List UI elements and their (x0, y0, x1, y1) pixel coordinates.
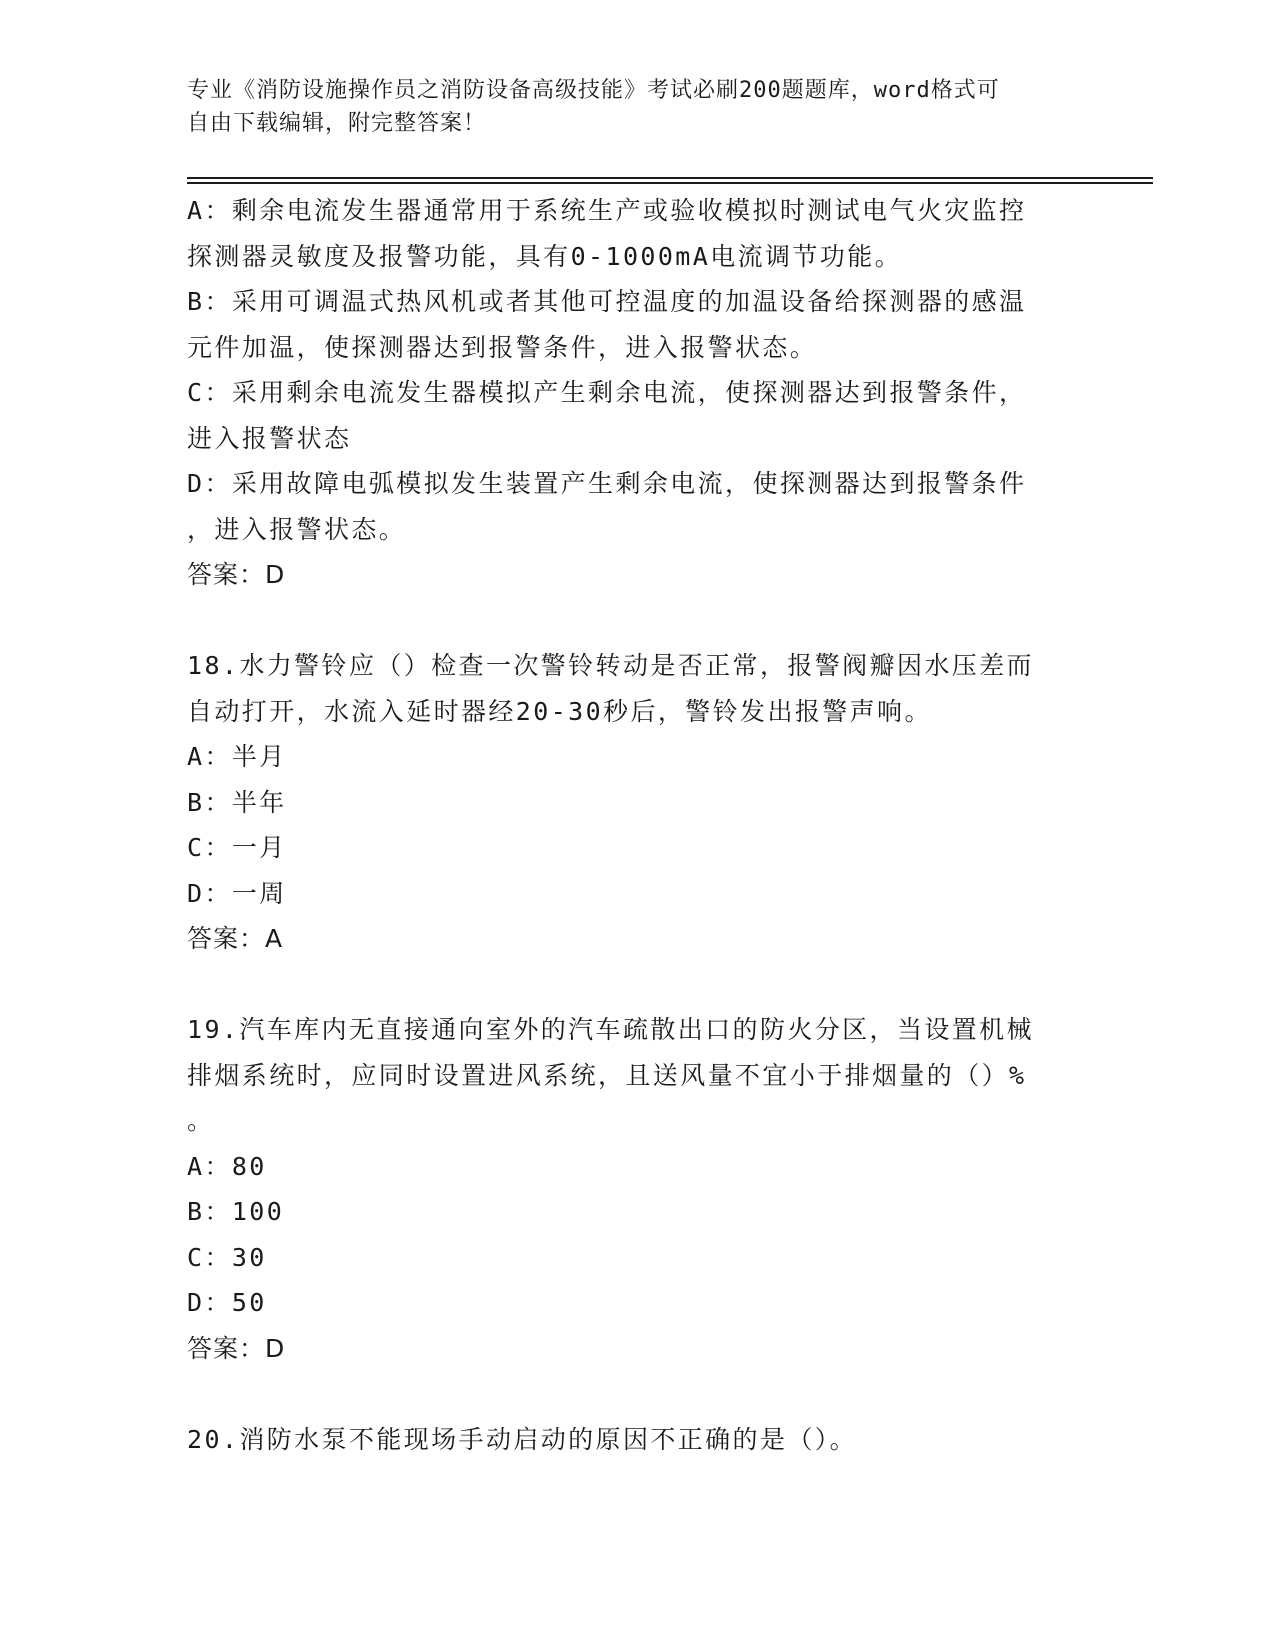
q19-option-d: D：50 (187, 1288, 267, 1317)
q19-stem-line-1: 19.汽车库内无直接通向室外的汽车疏散出口的防火分区，当设置机械 (187, 1015, 1034, 1044)
question-19 (187, 1007, 1077, 1371)
header-divider-bottom (187, 182, 1153, 184)
q19-stem-line-3: 。 (187, 1106, 215, 1135)
q18-option-b: B：半年 (187, 787, 287, 817)
question-17 (187, 188, 1077, 598)
q17-option-c-line-2: 进入报警状态 (187, 423, 352, 453)
document-header (187, 74, 1067, 140)
q18-stem-line-2: 自动打开，水流入延时器经20-30秒后，警铃发出报警声响。 (187, 696, 932, 726)
q17-option-d-line-1: D：采用故障电弧模拟发生装置产生剩余电流，使探测器达到报警条件 (187, 469, 1027, 498)
spacer (187, 598, 1077, 644)
question-20 (187, 1417, 1077, 1463)
q17-option-c-line-1: C：采用剩余电流发生器模拟产生剩余电流，使探测器达到报警条件， (187, 378, 1027, 407)
q17-option-b-line-2: 元件加温，使探测器达到报警条件，进入报警状态。 (187, 332, 818, 362)
q17-option-a-line-1: A：剩余电流发生器通常用于系统生产或验收模拟时测试电气火灾监控 (187, 196, 1027, 225)
q18-option-c: C：一月 (187, 833, 287, 862)
q19-stem-line-2: 排烟系统时，应同时设置进风系统，且送风量不宜小于排烟量的（）% (187, 1060, 1027, 1090)
q18-option-a: A：半月 (187, 742, 287, 771)
header-line-2: 自由下载编辑，附完整答案！ (187, 111, 487, 136)
q20-stem-line-1: 20.消防水泵不能现场手动启动的原因不正确的是（）。 (187, 1424, 858, 1454)
q17-option-a-line-2: 探测器灵敏度及报警功能，具有0-1000mA电流调节功能。 (187, 241, 903, 271)
q17-option-b-line-1: B：采用可调温式热风机或者其他可控温度的加温设备给探测器的感温 (187, 287, 1027, 316)
q19-option-a: A：80 (187, 1151, 267, 1181)
q18-answer: 答案：A (187, 924, 284, 953)
spacer (187, 962, 1077, 1008)
question-18 (187, 643, 1077, 962)
q19-answer: 答案：D (187, 1333, 286, 1363)
header-divider-top (187, 177, 1153, 179)
q17-answer: 答案：D (187, 560, 286, 589)
q18-stem-line-1: 18.水力警铃应（）检查一次警铃转动是否正常，报警阀瓣因水压差而 (187, 651, 1034, 680)
spacer (187, 1371, 1077, 1417)
q18-option-d: D：一周 (187, 878, 287, 908)
question-list (187, 188, 1077, 1462)
q19-option-c: C：30 (187, 1242, 267, 1272)
q17-option-d-line-2: ，进入报警状态。 (187, 514, 407, 544)
q19-option-b: B：100 (187, 1197, 285, 1226)
header-line-1: 专业《消防设施操作员之消防设备高级技能》考试必刷200题题库，word格式可 (187, 78, 1000, 103)
